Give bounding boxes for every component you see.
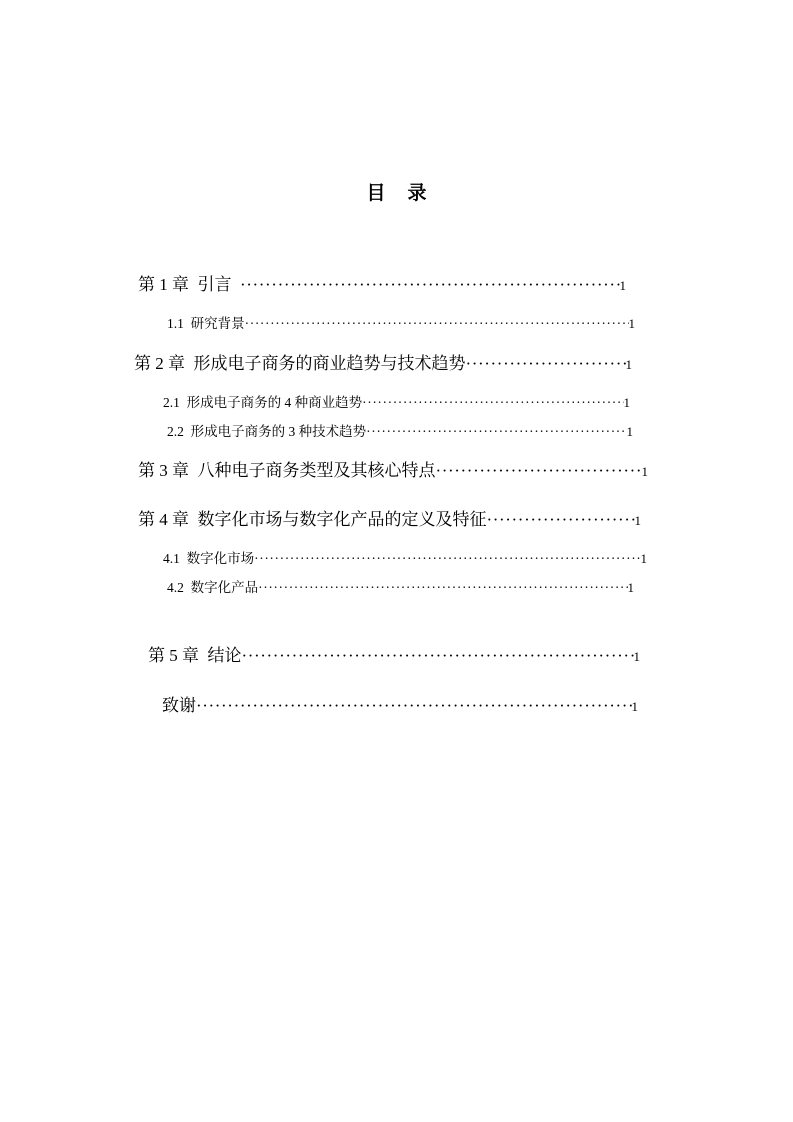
title-char-1: 目 [366, 182, 386, 204]
toc-prefix: 1.1 [167, 316, 184, 331]
toc-page-number: 1 [640, 551, 647, 566]
toc-text: 结论 [207, 646, 242, 665]
toc-leader [362, 396, 623, 410]
toc-text: 数字化市场与数字化产品的定义及特征 [197, 510, 487, 529]
toc-prefix: 2.2 [167, 424, 184, 439]
toc-text: 研究背景 [190, 316, 245, 331]
toc-entry-chapter-5[interactable] [148, 647, 640, 664]
title-char-2: 录 [407, 182, 427, 204]
toc-text: 形成电子商务的商业趋势与技术趋势 [193, 354, 466, 373]
toc-leader [436, 462, 642, 479]
toc-leader [196, 697, 632, 714]
toc-prefix: 第 1 章 [138, 275, 189, 294]
toc-text: 数字化市场 [186, 551, 255, 566]
toc-page-number: 1 [626, 424, 633, 439]
toc-entry-section-2-1[interactable] [163, 396, 630, 410]
toc-page-number: 1 [633, 649, 640, 664]
toc-page-number: 1 [631, 699, 638, 714]
toc-page-number: 1 [623, 395, 630, 410]
toc-leader [466, 355, 626, 372]
toc-page-number: 1 [634, 513, 641, 528]
toc-prefix: 4.2 [167, 580, 184, 595]
toc-leader [245, 317, 629, 331]
toc-entry-chapter-4[interactable] [138, 511, 641, 528]
toc-page-number: 1 [627, 580, 634, 595]
toc-entry-section-2-2[interactable] [167, 425, 633, 439]
toc-prefix: 4.1 [163, 551, 180, 566]
toc-leader [258, 581, 627, 595]
toc-entry-chapter-1[interactable] [138, 276, 626, 293]
toc-entry-section-4-1[interactable] [163, 552, 647, 566]
toc-text: 数字化产品 [190, 580, 259, 595]
toc-text: 形成电子商务的 4 种商业趋势 [186, 395, 363, 410]
toc-page-number: 1 [641, 464, 648, 479]
toc-prefix: 第 3 章 [138, 461, 189, 480]
page-title [0, 178, 793, 205]
toc-text: 八种电子商务类型及其核心特点 [197, 461, 436, 480]
toc-text: 形成电子商务的 3 种技术趋势 [190, 424, 367, 439]
toc-leader [254, 552, 640, 566]
toc-leader [487, 511, 635, 528]
toc-entry-section-1-1[interactable] [167, 317, 635, 331]
toc-prefix: 2.1 [163, 395, 180, 410]
toc-prefix: 第 2 章 [134, 354, 185, 373]
toc-entry-chapter-3[interactable] [138, 462, 648, 479]
toc-text: 引言 [197, 275, 232, 294]
toc-prefix: 第 5 章 [148, 646, 199, 665]
toc-page-number: 1 [625, 357, 632, 372]
toc-entry-chapter-2[interactable] [134, 355, 632, 372]
toc-entry-acknowledgements[interactable] [162, 697, 638, 714]
toc-leader [366, 425, 626, 439]
toc-entry-section-4-2[interactable] [167, 581, 634, 595]
toc-page-number: 1 [619, 278, 626, 293]
toc-text: 致谢 [162, 696, 196, 715]
toc-page-number: 1 [628, 316, 635, 331]
toc-leader [240, 276, 620, 293]
toc-prefix: 第 4 章 [138, 510, 189, 529]
toc-leader [242, 647, 634, 664]
